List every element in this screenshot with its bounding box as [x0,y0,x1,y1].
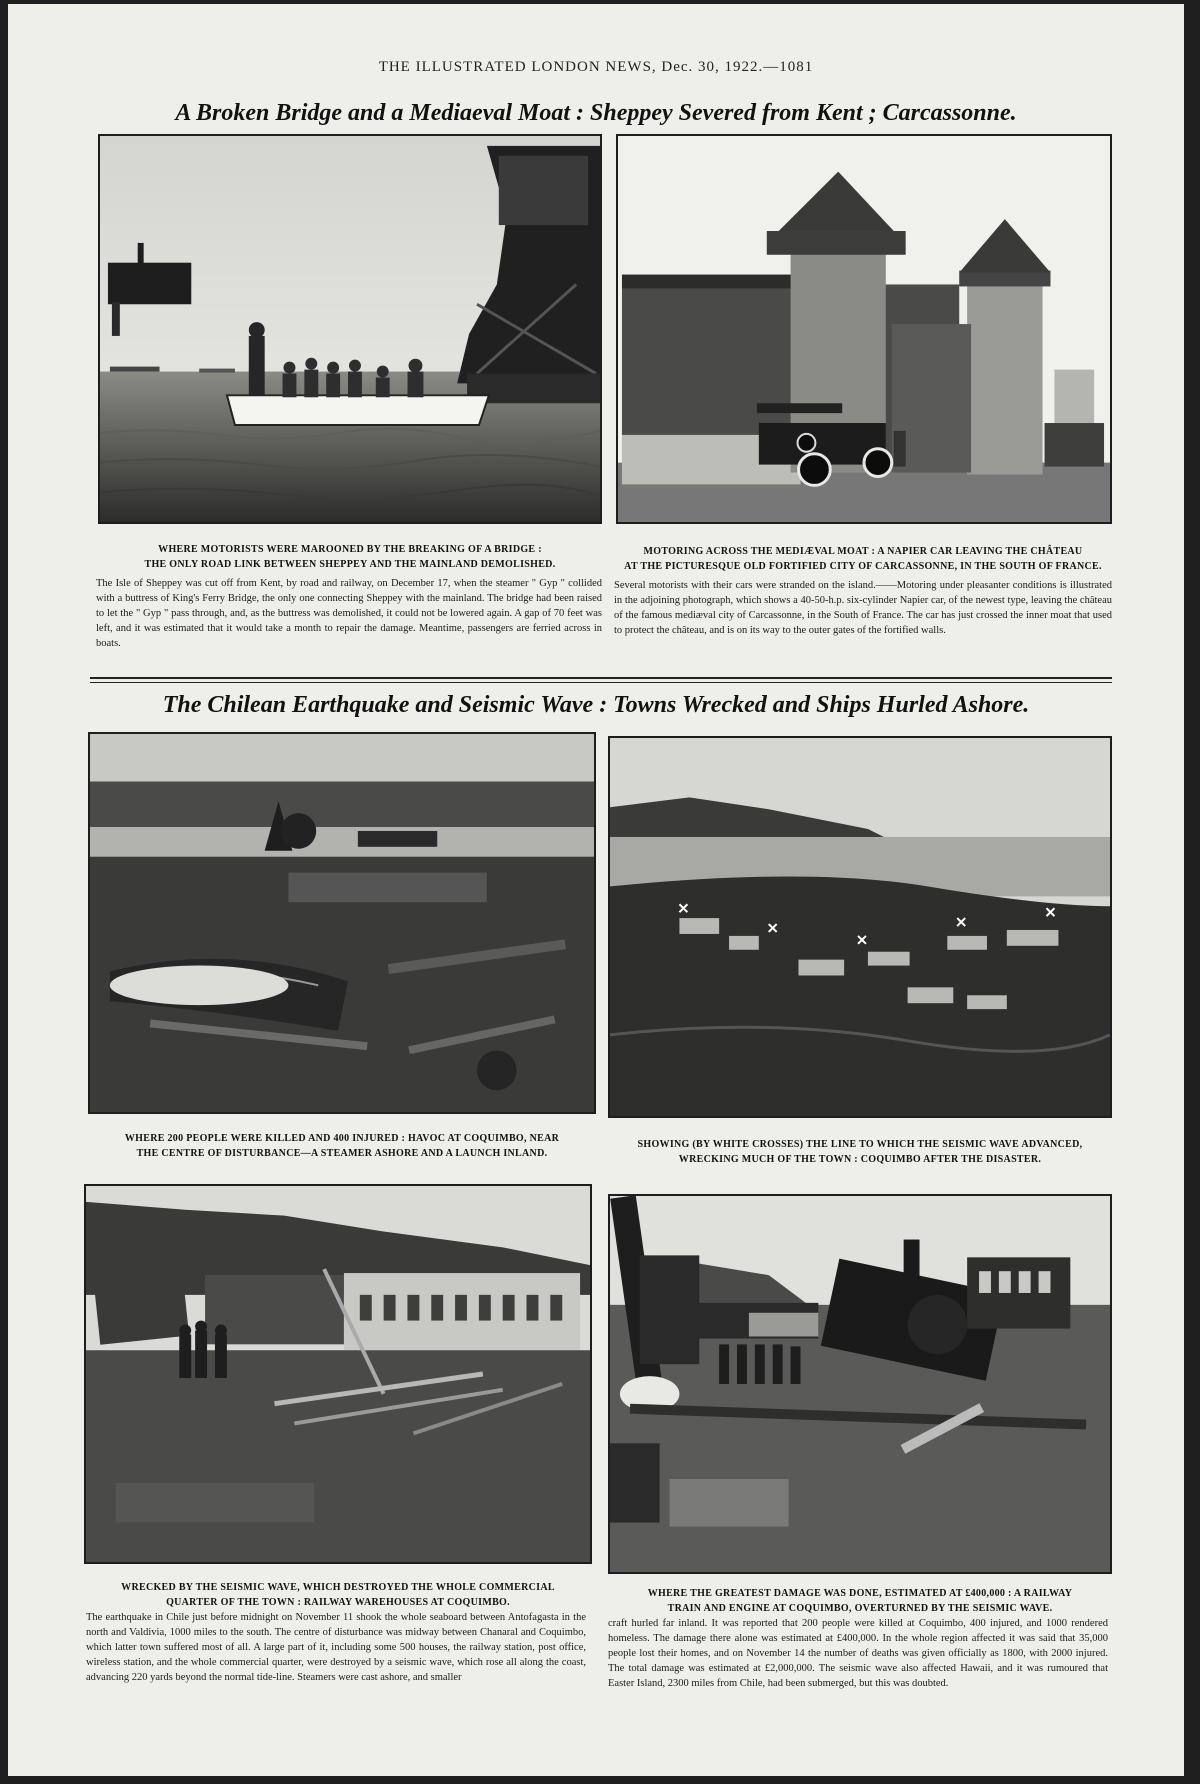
section1-headline: A Broken Bridge and a Mediaeval Moat : Sheppey Severed from Kent ; Carcassonne. [175,100,1017,126]
broken-bridge-photo [98,134,602,524]
caption-line: AT THE PICTURESQUE OLD FORTIFIED CITY OF CARCASSONNE, IN THE SOUTH OF FRANCE. [624,561,1102,572]
caption-line: THE CENTRE OF DISTURBANCE—A STEAMER ASHORE AND A LAUNCH INLAND. [136,1148,548,1159]
caption-line: THE ONLY ROAD LINK BETWEEN SHEPPEY AND THE MAINLAND DEMOLISHED. [144,559,556,570]
caption-line: SHOWING (BY WHITE CROSSES) THE LINE TO WHICH THE SEISMIC WAVE ADVANCED, [637,1139,1083,1150]
page-header: THE ILLUSTRATED LONDON NEWS, Dec. 30, 1922.—1081 [378,59,814,75]
train-photo-caption [608,1586,1112,1616]
warehouses-photo-caption [84,1580,592,1610]
carcassonne-photo [616,134,1112,524]
earthquake-article-text-left: The earthquake in Chile just before midnight on November 11 shook the whole seaboard between Antofagasta in the north and Valdivia, 1000 miles to the south. The centre of disturbance was midway between Chanaral and Coquimbo, which latter town suffered most of all. A large part of it, including some 500 houses, the railway station, post office, wireless station, and the whole commercial quarter, were destroyed by a seismic wave, which rose all along the coast, advancing 220 yards beyond the normal tide-line. Steamers were cast ashore, and smaller [86,1612,586,1683]
section-divider [90,682,1112,683]
caption-line: MOTORING ACROSS THE MEDIÆVAL MOAT : A NAPIER CAR LEAVING THE CHÂTEAU [643,546,1083,557]
carcassonne-article-text: Several motorists with their cars were stranded on the island.——Motoring under pleasanter conditions is illustrated in the adjoining photograph, which shows a 40-50-h.p. six-cylinder Napier car, of the newest type, leaving the château of the famous mediæval city of Carcassonne, in the South of France. The car has just crossed the inner moat that used to protect the château, and is on its way to the outer gates of the fortified walls. [614,580,1112,636]
caption-line: WHERE 200 PEOPLE WERE KILLED AND 400 INJURED : HAVOC AT COQUIMBO, NEAR [124,1133,560,1144]
railway-warehouses-photo [84,1184,592,1564]
section-divider [90,677,1112,679]
bridge-photo-caption [98,542,602,572]
carcassonne-photo-caption [614,544,1112,574]
earthquake-article-text-right: craft hurled far inland. It was reported that 200 people were killed at Coquimbo, 400 injured, and 1000 rendered homeless. The damage there alone was estimated at £400,000. In the whole region affected it was said that 35,000 people lost their homes, and on November 14 the number of deaths was given officially as 1800, with 2000 injured. The total damage was estimated at £2,000,000. The seismic wave also affected Hawaii, and it was rumoured that Easter Island, 2300 miles from Chile, had been submerged, but this was doubted. [608,1618,1108,1689]
caption-line: TRAIN AND ENGINE AT COQUIMBO, OVERTURNED BY THE SEISMIC WAVE. [667,1603,1053,1614]
newspaper-page [8,4,1184,1776]
caption-line: WRECKED BY THE SEISMIC WAVE, WHICH DESTROYED THE WHOLE COMMERCIAL [121,1582,555,1593]
havoc-photo-caption [88,1131,596,1161]
overturned-train-photo [608,1194,1112,1574]
havoc-coquimbo-photo [88,732,596,1114]
crosses-photo-caption [608,1137,1112,1167]
bridge-article-text: The Isle of Sheppey was cut off from Kent, by road and railway, on December 17, when the steamer " Gyp " collided with a buttress of King's Ferry Bridge, the only one connecting Sheppey with the mainland. The bridge had been raised to let the " Gyp " pass through, and, as the buttress was demolished, it could not be lowered again. A gap of 70 feet was left, and it was estimated that it would take a month to repair the damage. Meantime, passengers are ferried across in boats. [96,578,602,649]
section2-headline: The Chilean Earthquake and Seismic Wave : Towns Wrecked and Ships Hurled Ashore. [162,692,1030,718]
caption-line: QUARTER OF THE TOWN : RAILWAY WAREHOUSES AT COQUIMBO. [166,1597,510,1608]
caption-line: WRECKING MUCH OF THE TOWN : COQUIMBO AFTER THE DISASTER. [678,1154,1042,1165]
caption-line: WHERE MOTORISTS WERE MAROONED BY THE BREAKING OF A BRIDGE : [158,544,542,555]
coquimbo-after-disaster-photo [608,736,1112,1118]
caption-line: WHERE THE GREATEST DAMAGE WAS DONE, ESTIMATED AT £400,000 : A RAILWAY [647,1588,1073,1599]
